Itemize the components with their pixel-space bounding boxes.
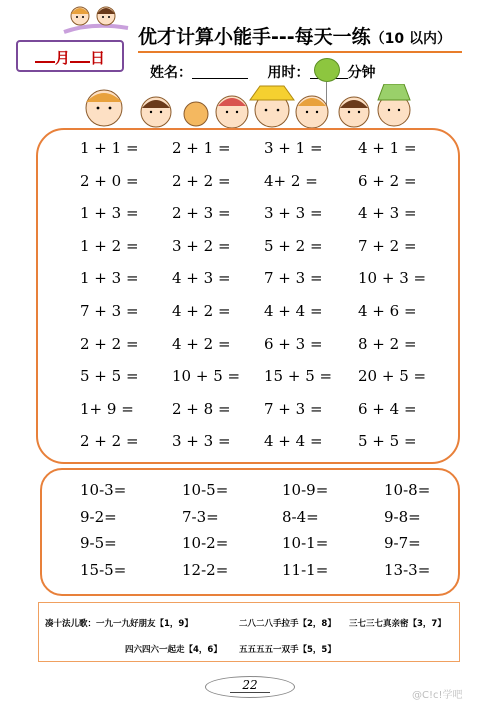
addition-problem: 7 + 3 = xyxy=(264,269,323,288)
addition-problem: 3 + 3 = xyxy=(264,204,323,223)
subtraction-problem: 10-5= xyxy=(182,481,229,499)
addition-problem: 7 + 3 = xyxy=(264,399,323,418)
addition-problem: 2 + 8 = xyxy=(172,399,231,418)
addition-problem: 10 + 5 = xyxy=(172,367,241,386)
subtraction-problem: 7-3= xyxy=(182,507,219,526)
addition-problem: 1 + 3 = xyxy=(80,269,139,288)
name-field[interactable] xyxy=(192,65,248,79)
addition-problem: 4 + 4 = xyxy=(264,302,323,320)
rhyme-item: 五五五五一双手【5，5】 xyxy=(239,645,336,655)
addition-problem: 4 + 6 = xyxy=(358,302,417,320)
kids-illustration-row xyxy=(72,84,426,134)
addition-problem: 15 + 5 = xyxy=(264,367,333,386)
addition-problem: 10 + 3 = xyxy=(358,269,427,288)
name-time-row: 姓名： 用时： 分钟 xyxy=(150,65,376,81)
addition-problem: 3 + 3 = xyxy=(172,432,231,451)
addition-problem: 6 + 2 = xyxy=(358,171,417,190)
addition-problem: 5 + 5 = xyxy=(80,367,139,386)
addition-problem: 1+ 9 = xyxy=(80,399,134,418)
subtraction-problem: 10-3= xyxy=(80,481,127,499)
subtraction-problem: 11-1= xyxy=(282,560,329,579)
subtraction-problem: 9-8= xyxy=(384,507,421,526)
rhyme-box xyxy=(38,602,460,662)
subtraction-problem: 10-9= xyxy=(282,481,329,499)
page-title: 优才计算小能手---每天一练（10 以内） xyxy=(138,26,452,48)
addition-problem: 3 + 2 = xyxy=(172,236,231,255)
addition-problem: 2 + 0 = xyxy=(80,171,139,190)
addition-problem: 2 + 3 = xyxy=(172,204,231,223)
subtraction-problem: 10-8= xyxy=(384,481,431,499)
date-box xyxy=(16,40,124,72)
addition-problem: 4 + 2 = xyxy=(172,302,231,320)
addition-problem: 4 + 3 = xyxy=(172,269,231,288)
subtraction-problem: 9-2= xyxy=(80,507,117,526)
addition-problem: 6 + 4 = xyxy=(358,399,417,418)
date-label: 月 日 xyxy=(18,47,122,68)
addition-problem: 2 + 2 = xyxy=(80,334,139,353)
page-number: 22 xyxy=(242,678,258,692)
addition-problem: 5 + 5 = xyxy=(358,432,417,451)
addition-problem: 4 + 4 = xyxy=(264,432,323,451)
addition-problem: 1 + 1 = xyxy=(80,139,139,157)
addition-problem: 2 + 1 = xyxy=(172,139,231,157)
kids-illustration-top xyxy=(62,2,130,36)
addition-problem: 8 + 2 = xyxy=(358,334,417,353)
addition-problem: 6 + 3 = xyxy=(264,334,323,353)
rhyme-item: 三七三七真亲密【3，7】 xyxy=(349,619,446,629)
subtraction-problem: 8-4= xyxy=(282,507,319,526)
addition-problem: 20 + 5 = xyxy=(358,367,427,386)
addition-problem: 7 + 3 = xyxy=(80,302,139,320)
balloon-icon xyxy=(314,58,340,82)
subtraction-problem: 9-7= xyxy=(384,534,421,552)
page-number-underline xyxy=(230,692,270,693)
title-underline xyxy=(138,51,462,53)
addition-problem: 3 + 1 = xyxy=(264,139,323,157)
subtraction-problem: 15-5= xyxy=(80,560,127,579)
addition-problem: 4 + 1 = xyxy=(358,139,417,157)
subtraction-problem: 9-5= xyxy=(80,534,117,552)
addition-problem: 5 + 2 = xyxy=(264,236,323,255)
rhyme-item: 二八二八手拉手【2，8】 xyxy=(239,619,336,629)
subtraction-problem: 13-3= xyxy=(384,560,431,579)
addition-problem: 4 + 2 = xyxy=(172,334,231,353)
rhyme-item: 凑十法儿歌：一九一九好朋友【1，9】 xyxy=(45,619,193,629)
watermark: @C!c!学吧 xyxy=(412,690,463,701)
addition-problem: 1 + 2 = xyxy=(80,236,139,255)
subtraction-problem: 10-2= xyxy=(182,534,229,552)
addition-problem: 1 + 3 = xyxy=(80,204,139,223)
addition-problem: 7 + 2 = xyxy=(358,236,417,255)
subtraction-problem: 10-1= xyxy=(282,534,329,552)
subtraction-problem: 12-2= xyxy=(182,560,229,579)
rhyme-item: 四六四六一起走【4，6】 xyxy=(125,645,222,655)
addition-problem: 4+ 2 = xyxy=(264,171,318,190)
addition-problem: 2 + 2 = xyxy=(172,171,231,190)
addition-problem: 4 + 3 = xyxy=(358,204,417,223)
addition-problem: 2 + 2 = xyxy=(80,432,139,451)
